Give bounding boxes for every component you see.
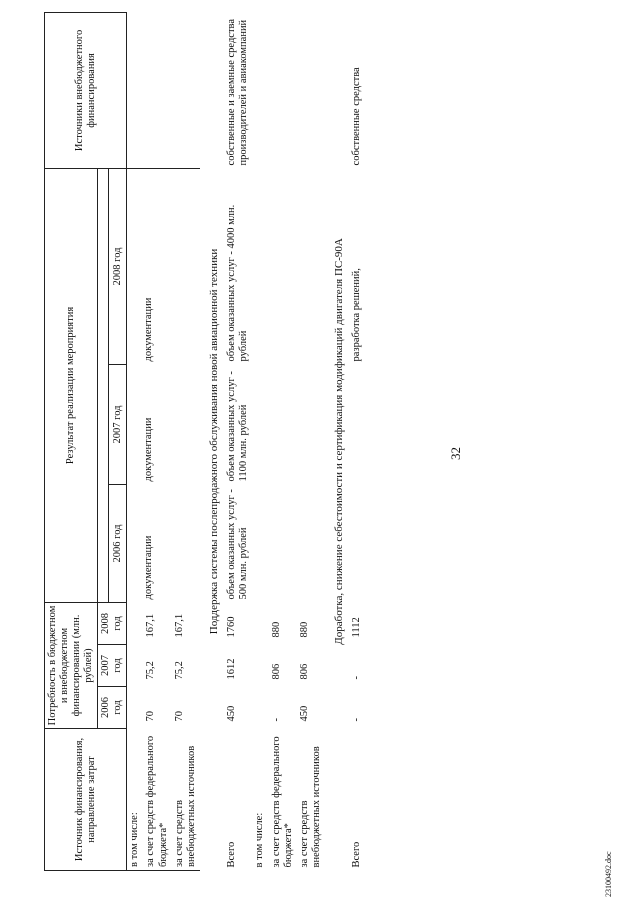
header-need: Потребность в бюджетном и внебюджетном финансировании (млн. рублей) — [45, 602, 98, 728]
value-2007: 806 — [298, 663, 310, 680]
value-2008: 167,1 — [173, 613, 185, 638]
result-2008: разработка решений, — [351, 268, 363, 362]
value-2008: 880 — [270, 621, 282, 638]
value-2006: - — [351, 718, 363, 722]
header-result-2006: 2006 год — [109, 484, 127, 602]
extra-source: собственные средства — [351, 67, 363, 166]
value-2007: 806 — [270, 663, 282, 680]
header-need-2008: 2008 год — [98, 602, 127, 644]
table-row — [252, 12, 268, 870]
result-2008: объем оказанных услуг - 4000 млн. рублей — [226, 204, 250, 362]
value-2006: 450 — [226, 705, 238, 722]
row-label: Всего — [226, 841, 238, 868]
header-source: Источник финансирования, направление затрат — [45, 729, 127, 871]
result-2007: документации — [143, 417, 155, 482]
section-title: Поддержка системы послепродажного обслуживания новой авиационной техники — [207, 248, 220, 635]
value-2006: 70 — [145, 711, 157, 722]
table-row — [224, 12, 252, 870]
value-2008: 167,1 — [145, 613, 157, 638]
section-row — [200, 12, 225, 870]
value-2007: 75,2 — [173, 661, 185, 680]
header-result-2008: 2008 год — [109, 168, 127, 364]
row-label: за счет средств внебюджетных источников — [172, 729, 200, 871]
financing-table — [44, 12, 365, 871]
result-2006: объем оказанных услуг - 500 млн. рублей — [226, 489, 250, 600]
row-label: за счет средств внебюджетных источников — [298, 746, 322, 868]
row-label: за счет средств федерального бюджета* — [270, 736, 294, 868]
header-result-2007: 2007 год — [109, 364, 127, 484]
section-row — [325, 12, 350, 870]
table-row — [172, 12, 200, 870]
result-2007: объем оказанных услуг - 1100 млн. рублей — [226, 371, 250, 482]
footer-code: 23100492.doc — [604, 851, 613, 897]
value-2006: 70 — [173, 711, 185, 722]
value-2008: 880 — [298, 621, 310, 638]
header-extra-sources: Источники внебюджетного финансирования — [45, 12, 127, 168]
value-2006: 450 — [298, 705, 310, 722]
row-label: в том числе: — [254, 812, 266, 868]
value-2007: - — [351, 676, 363, 680]
value-2008: 1112 — [351, 617, 363, 638]
result-2008: документации — [143, 297, 155, 362]
table-row — [297, 12, 325, 870]
row-label: в том числе: — [127, 729, 144, 871]
value-2006: - — [270, 718, 282, 722]
table-row — [269, 12, 297, 870]
extra-source: собственные и заемные средства производителей и авиакомпаний — [226, 18, 250, 166]
table-row — [127, 12, 144, 870]
header-need-2007: 2007 год — [98, 645, 127, 687]
section-title: Доработка, снижение себестоимости и сертификация модификаций двигателя ПС-90А — [332, 238, 345, 645]
value-2007: 1612 — [226, 658, 238, 680]
value-2008: 1760 — [226, 616, 238, 638]
value-2007: 75,2 — [145, 661, 157, 680]
row-label: Всего — [351, 841, 363, 868]
result-2006: документации — [143, 535, 155, 600]
row-label: за счет средств федерального бюджета* — [143, 729, 171, 871]
header-result: Результат реализации мероприятия — [45, 168, 98, 602]
page-number: 32 — [448, 447, 463, 460]
table-row — [349, 12, 365, 870]
header-need-2006: 2006 год — [98, 687, 127, 729]
